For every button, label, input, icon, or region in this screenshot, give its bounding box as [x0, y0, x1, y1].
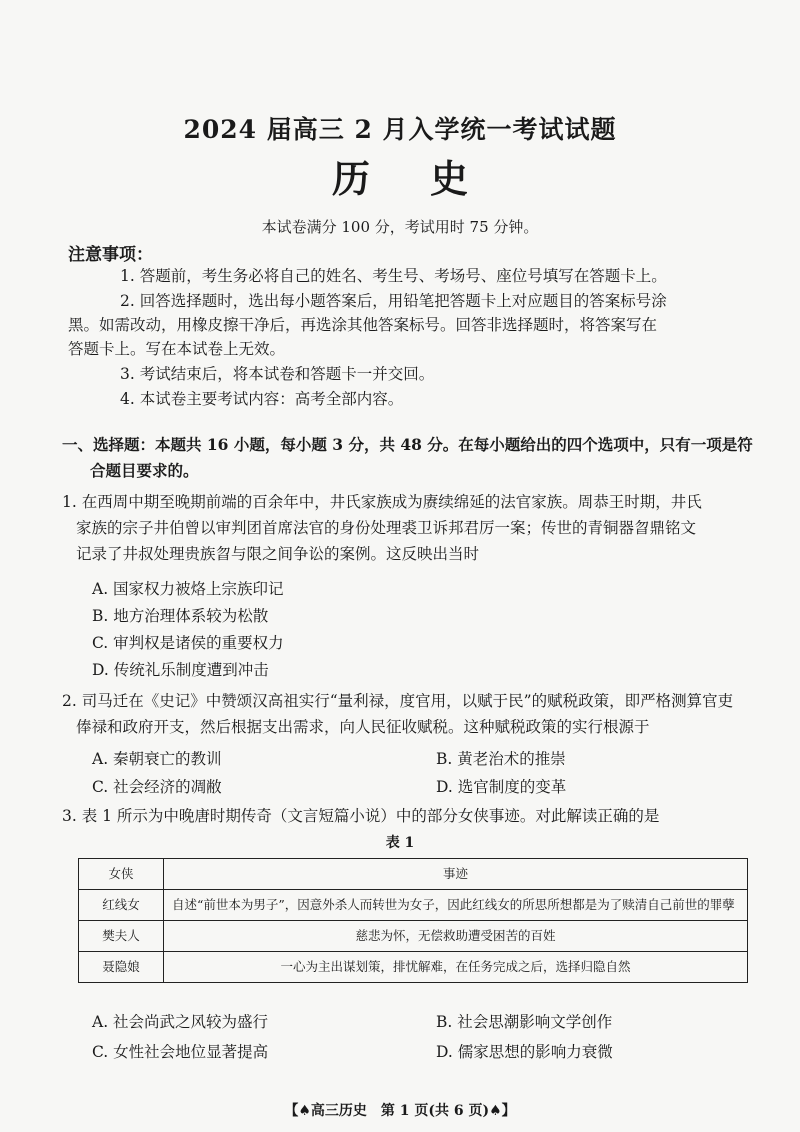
q1-option-c[interactable]: C. 审判权是诸侯的重要权力	[92, 634, 284, 652]
table-cell: 聂隐娘	[79, 952, 164, 983]
q1-option-d[interactable]: D. 传统礼乐制度遭到冲击	[92, 661, 269, 679]
table-cell: 自述“前世本为男子”，因意外杀人而转世为女子，因此红线女的所思所想都是为了赎清自己前世的罪孽	[164, 890, 748, 921]
table-header-cell: 事迹	[164, 859, 748, 890]
q3-option-b[interactable]: B. 社会思潮影响文学创作	[436, 1013, 613, 1031]
question-1-line: 1. 在西周中期至晚期前端的百余年中，井氏家族成为赓续绵延的法官家族。周恭王时期，井氏	[62, 493, 702, 511]
q1-option-a[interactable]: A. 国家权力被烙上宗族印记	[92, 580, 284, 598]
table-cell: 慈悲为怀，无偿救助遭受困苦的百姓	[164, 921, 748, 952]
question-2-line: 俸禄和政府开支，然后根据支出需求，向人民征收赋税。这种赋税政策的实行根源于	[76, 718, 650, 736]
q2-option-c[interactable]: C. 社会经济的凋敝	[92, 778, 222, 796]
question-3	[62, 803, 762, 829]
question-3-line: 3. 表 1 所示为中晚唐时期传奇（文言短篇小说）中的部分女侠事迹。对此解读正确的是	[62, 807, 660, 825]
question-1	[62, 489, 762, 567]
question-1-line: 记录了井叔处理贵族曶与限之间争讼的案例。这反映出当时	[76, 545, 480, 563]
q1-option-b[interactable]: B. 地方治理体系较为松散	[92, 607, 269, 625]
table-caption: 表 1	[385, 835, 415, 851]
notice-heading: 注意事项：	[68, 245, 153, 265]
table-row	[79, 952, 748, 983]
heroine-table	[78, 858, 748, 983]
section-heading-line1: 一、选择题：本题共 16 小题，每小题 3 分，共 48 分。在每小题给出的四个选项中，只有一项是符	[62, 435, 753, 454]
spade-icon: ♠	[298, 1103, 311, 1119]
q2-option-d[interactable]: D. 选官制度的变革	[436, 778, 567, 796]
table-row	[79, 921, 748, 952]
notice-item-1: 1. 答题前，考生务必将自己的姓名、考生号、考场号、座位号填写在答题卡上。	[120, 267, 667, 285]
q2-option-b[interactable]: B. 黄老治术的推崇	[436, 750, 566, 768]
table-row	[79, 890, 748, 921]
exam-info: 本试卷满分 100 分，考试用时 75 分钟。	[261, 218, 539, 236]
q3-option-d[interactable]: D. 儒家思想的影响力衰微	[436, 1043, 613, 1061]
table-cell: 一心为主出谋划策，排忧解难，在任务完成之后，选择归隐自然	[164, 952, 748, 983]
section-heading-line2: 合题目要求的。	[90, 461, 199, 480]
question-2-line: 2. 司马迁在《史记》中赞颂汉高祖实行“量利禄，度官用，以赋于民”的赋税政策，即严格测算官吏	[62, 692, 734, 710]
section-heading	[62, 432, 762, 484]
footer-text: 高三历史 第 1 页(共 6 页)	[310, 1103, 490, 1119]
q2-option-a[interactable]: A. 秦朝衰亡的教训	[92, 750, 222, 768]
table-header-cell: 女侠	[79, 859, 164, 890]
exam-title: 2024 届高三 2 月入学统一考试试题	[183, 115, 617, 144]
table-header-row	[79, 859, 748, 890]
question-1-line: 家族的宗子井伯曾以审判团首席法官的身份处理裘卫诉邦君厉一案；传世的青铜器曶鼎铭文	[76, 519, 697, 537]
table-cell: 樊夫人	[79, 921, 164, 952]
table-cell: 红线女	[79, 890, 164, 921]
notice-item-2-cont2: 答题卡上。写在本试卷上无效。	[68, 340, 286, 358]
notice-item-2-cont: 黑。如需改动，用橡皮擦干净后，再选涂其他答案标号。回答非选择题时，将答案写在	[68, 316, 658, 334]
subject-title: 历史	[331, 156, 528, 201]
q3-option-c[interactable]: C. 女性社会地位显著提高	[92, 1043, 269, 1061]
q3-option-a[interactable]: A. 社会尚武之风较为盛行	[92, 1013, 269, 1031]
notice-item-4: 4. 本试卷主要考试内容：高考全部内容。	[120, 390, 404, 408]
notice-item-3: 3. 考试结束后，将本试卷和答题卡一并交回。	[120, 365, 435, 383]
question-2	[62, 688, 762, 740]
spade-icon: ♠	[489, 1103, 502, 1119]
notice-item-2: 2. 回答选择题时，选出每小题答案后，用铅笔把答题卡上对应题目的答案标号涂	[120, 292, 667, 310]
page-footer: 【♠高三历史 第 1 页(共 6 页)♠】	[284, 1103, 516, 1119]
